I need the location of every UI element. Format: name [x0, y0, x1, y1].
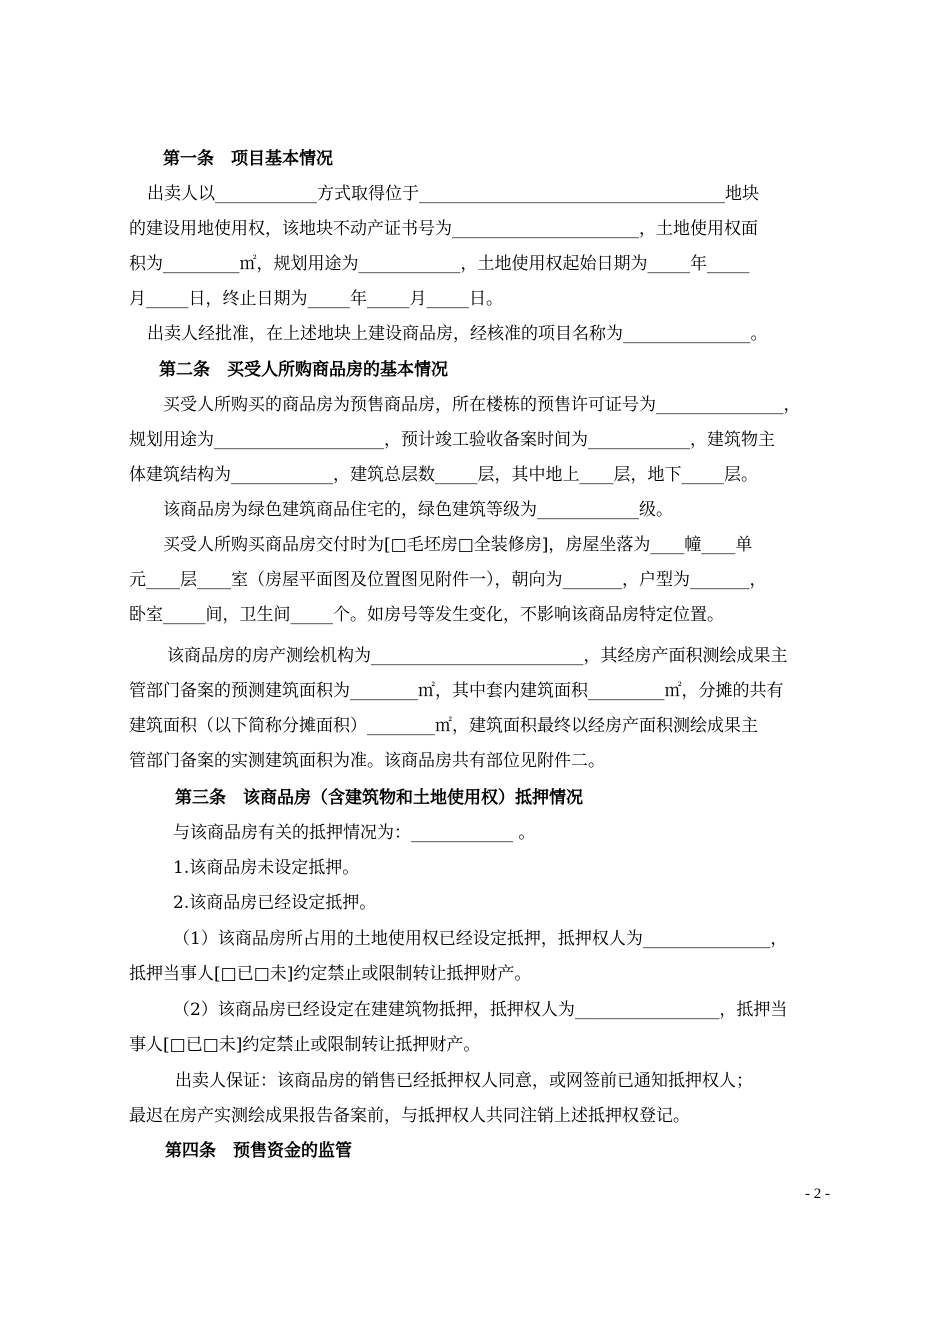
paragraph-line: （1）该商品房所占用的土地使用权已经设定抵押，抵押权人为_______________，: [173, 929, 788, 949]
paragraph-line: （2）该商品房已经设定在建建筑物抵押，抵押权人为_________________，抵押当: [173, 1000, 788, 1020]
paragraph-line: 买受人所购买商品房交付时为[□毛坯房□全装修房]，房屋坐落为____幢____单: [163, 535, 753, 555]
paragraph-line: 出卖人保证：该商品房的销售已经抵押权人同意，或网签前已通知抵押权人；: [175, 1071, 753, 1091]
paragraph-line: 事人[□已□未]约定禁止或限制转让抵押财产。: [129, 1035, 481, 1055]
paragraph-line: 建筑面积（以下简称分摊面积）________㎡，建筑面积最终以经房产面积测绘成果主: [129, 716, 758, 736]
paragraph-line: 的建设用地使用权，该地块不动产证书号为______________________，土地使用权面: [129, 219, 758, 239]
paragraph-line: 月_____日，终止日期为_____年_____月_____日。: [129, 289, 503, 309]
page-number: - 2 -: [805, 1186, 830, 1202]
paragraph-line: 与该商品房有关的抵押情况为：____________ 。: [173, 823, 536, 843]
article-2-heading: 第二条 买受人所购商品房的基本情况: [159, 360, 448, 380]
article-1-heading: 第一条 项目基本情况: [163, 149, 333, 169]
paragraph-line: 积为_________㎡，规划用途为____________，土地使用权起始日期为_____年_____: [129, 254, 750, 274]
paragraph-line: 元____层____室（房屋平面图及位置图见附件一），朝向为_______，户型为_______，: [129, 570, 767, 590]
article-4-heading: 第四条 预售资金的监管: [165, 1141, 352, 1161]
paragraph-line: 管部门备案的实测建筑面积为准。该商品房共有部位见附件二。: [129, 751, 605, 771]
paragraph-line: 该商品房为绿色建筑商品住宅的，绿色建筑等级为____________级。: [163, 500, 673, 520]
paragraph-line: 卧室_____间，卫生间_____个。如房号等发生变化，不影响该商品房特定位置。: [129, 605, 724, 625]
paragraph-line: 体建筑结构为____________，建筑总层数_____层，其中地上____层，地下_____层。: [129, 465, 758, 485]
list-item: 1.该商品房未设定抵押。: [173, 858, 360, 878]
paragraph-line: 最迟在房产实测绘成果报告备案前，与抵押权人共同注销上述抵押权登记。: [129, 1106, 690, 1126]
paragraph-line: 该商品房的房产测绘机构为_________________________，其经房产面积测绘成果主: [167, 646, 788, 666]
paragraph-line: 规划用途为____________________，预计竣工验收备案时间为____________，建筑物主: [129, 430, 775, 450]
list-item: 2.该商品房已经设定抵押。: [173, 893, 377, 913]
paragraph-line: 出卖人经批准，在上述地块上建设商品房，经核准的项目名称为_______________。: [147, 324, 768, 344]
article-3-heading: 第三条 该商品房（含建筑物和土地使用权）抵押情况: [175, 788, 583, 808]
paragraph-line: 抵押当事人[□已□未]约定禁止或限制转让抵押财产。: [129, 964, 532, 984]
paragraph-line: 管部门备案的预测建筑面积为________㎡，其中套内建筑面积_________㎡，分摊的共有: [129, 681, 784, 701]
paragraph-line: 买受人所购买的商品房为预售商品房，所在楼栋的预售许可证号为_______________，: [163, 395, 801, 415]
paragraph-line: 出卖人以____________方式取得位于____________________________________地块: [147, 184, 759, 204]
